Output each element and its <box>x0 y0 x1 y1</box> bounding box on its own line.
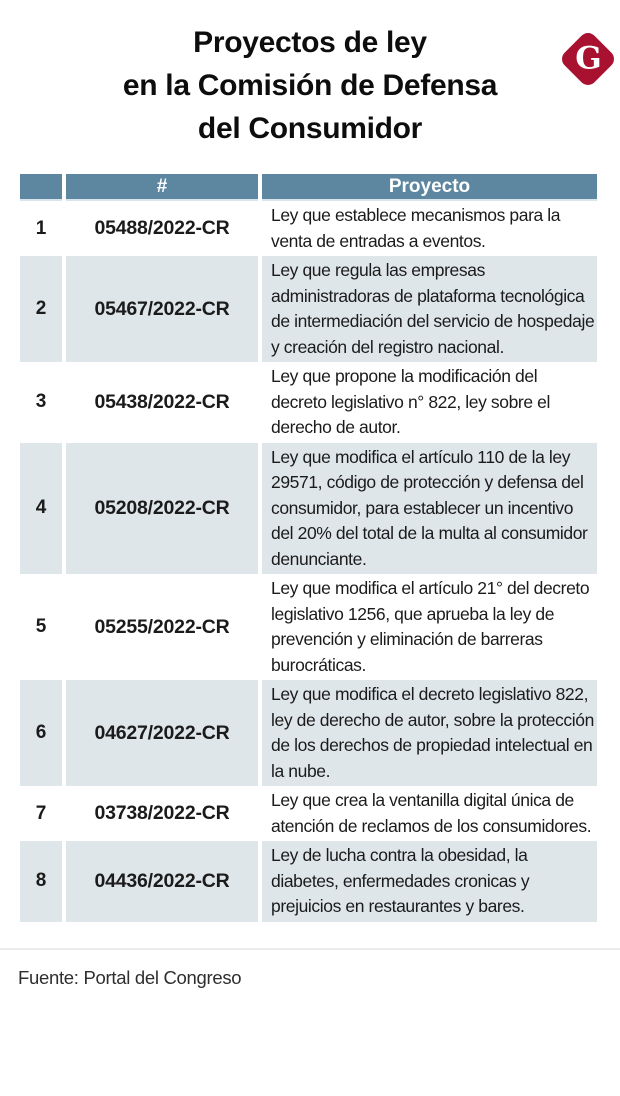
row-6-index: 6 <box>20 680 62 786</box>
page-title <box>0 21 620 150</box>
row-2-project: Ley que regula las empresas administradoras de plataforma tecnológica de intermediación del servicio de hospedaje y creación del registro nacional. <box>262 256 597 362</box>
table-header-number: # <box>66 174 258 201</box>
gestion-logo-letter: G <box>575 39 602 76</box>
row-7-project: Ley que crea la ventanilla digital única de atención de reclamos de los consumidores. <box>262 786 597 841</box>
row-2-index: 2 <box>20 256 62 362</box>
row-3-project: Ley que propone la modificación del decreto legislativo n° 822, ley sobre el derecho de autor. <box>262 362 597 443</box>
table-header-proyecto: Proyecto <box>262 174 597 201</box>
row-7-code: 03738/2022-CR <box>66 786 258 841</box>
row-4-project: Ley que modifica el artículo 110 de la ley 29571, código de protección y defensa del consumidor, para establecer un incentivo del 20% del total de la multa al consumidor denunciante. <box>262 443 597 575</box>
row-7-index: 7 <box>20 786 62 841</box>
row-1-index: 1 <box>20 201 62 256</box>
page-title-line-1: Proyectos de ley <box>193 26 427 59</box>
row-6-code: 04627/2022-CR <box>66 680 258 786</box>
page-title-line-3: del Consumidor <box>197 112 423 145</box>
row-6-project: Ley que modifica el decreto legislativo 822, ley de derecho de autor, sobre la protección de los derechos de propiedad intelectual en la nube. <box>262 680 597 786</box>
row-8-index: 8 <box>20 841 62 922</box>
row-4-index: 4 <box>20 443 62 575</box>
row-2-code: 05467/2022-CR <box>66 256 258 362</box>
row-3-code: 05438/2022-CR <box>66 362 258 443</box>
row-5-project: Ley que modifica el artículo 21° del decreto legislativo 1256, que aprueba la ley de prevención y eliminación de barreras burocráticas. <box>262 574 597 680</box>
row-3-index: 3 <box>20 362 62 443</box>
page-title-line-2: en la Comisión de Defensa <box>122 69 498 102</box>
row-8-code: 04436/2022-CR <box>66 841 258 922</box>
row-8-project: Ley de lucha contra la obesidad, la diabetes, enfermedades cronicas y prejuicios en restaurantes y bares. <box>262 841 597 922</box>
footer-divider <box>0 948 620 950</box>
row-1-code: 05488/2022-CR <box>66 201 258 256</box>
row-5-code: 05255/2022-CR <box>66 574 258 680</box>
row-5-index: 5 <box>20 574 62 680</box>
row-4-code: 05208/2022-CR <box>66 443 258 575</box>
row-1-project: Ley que establece mecanismos para la venta de entradas a eventos. <box>262 201 597 256</box>
projects-table <box>20 174 597 922</box>
source-text: Fuente: Portal del Congreso <box>18 966 242 988</box>
table-header-empty <box>20 174 62 201</box>
